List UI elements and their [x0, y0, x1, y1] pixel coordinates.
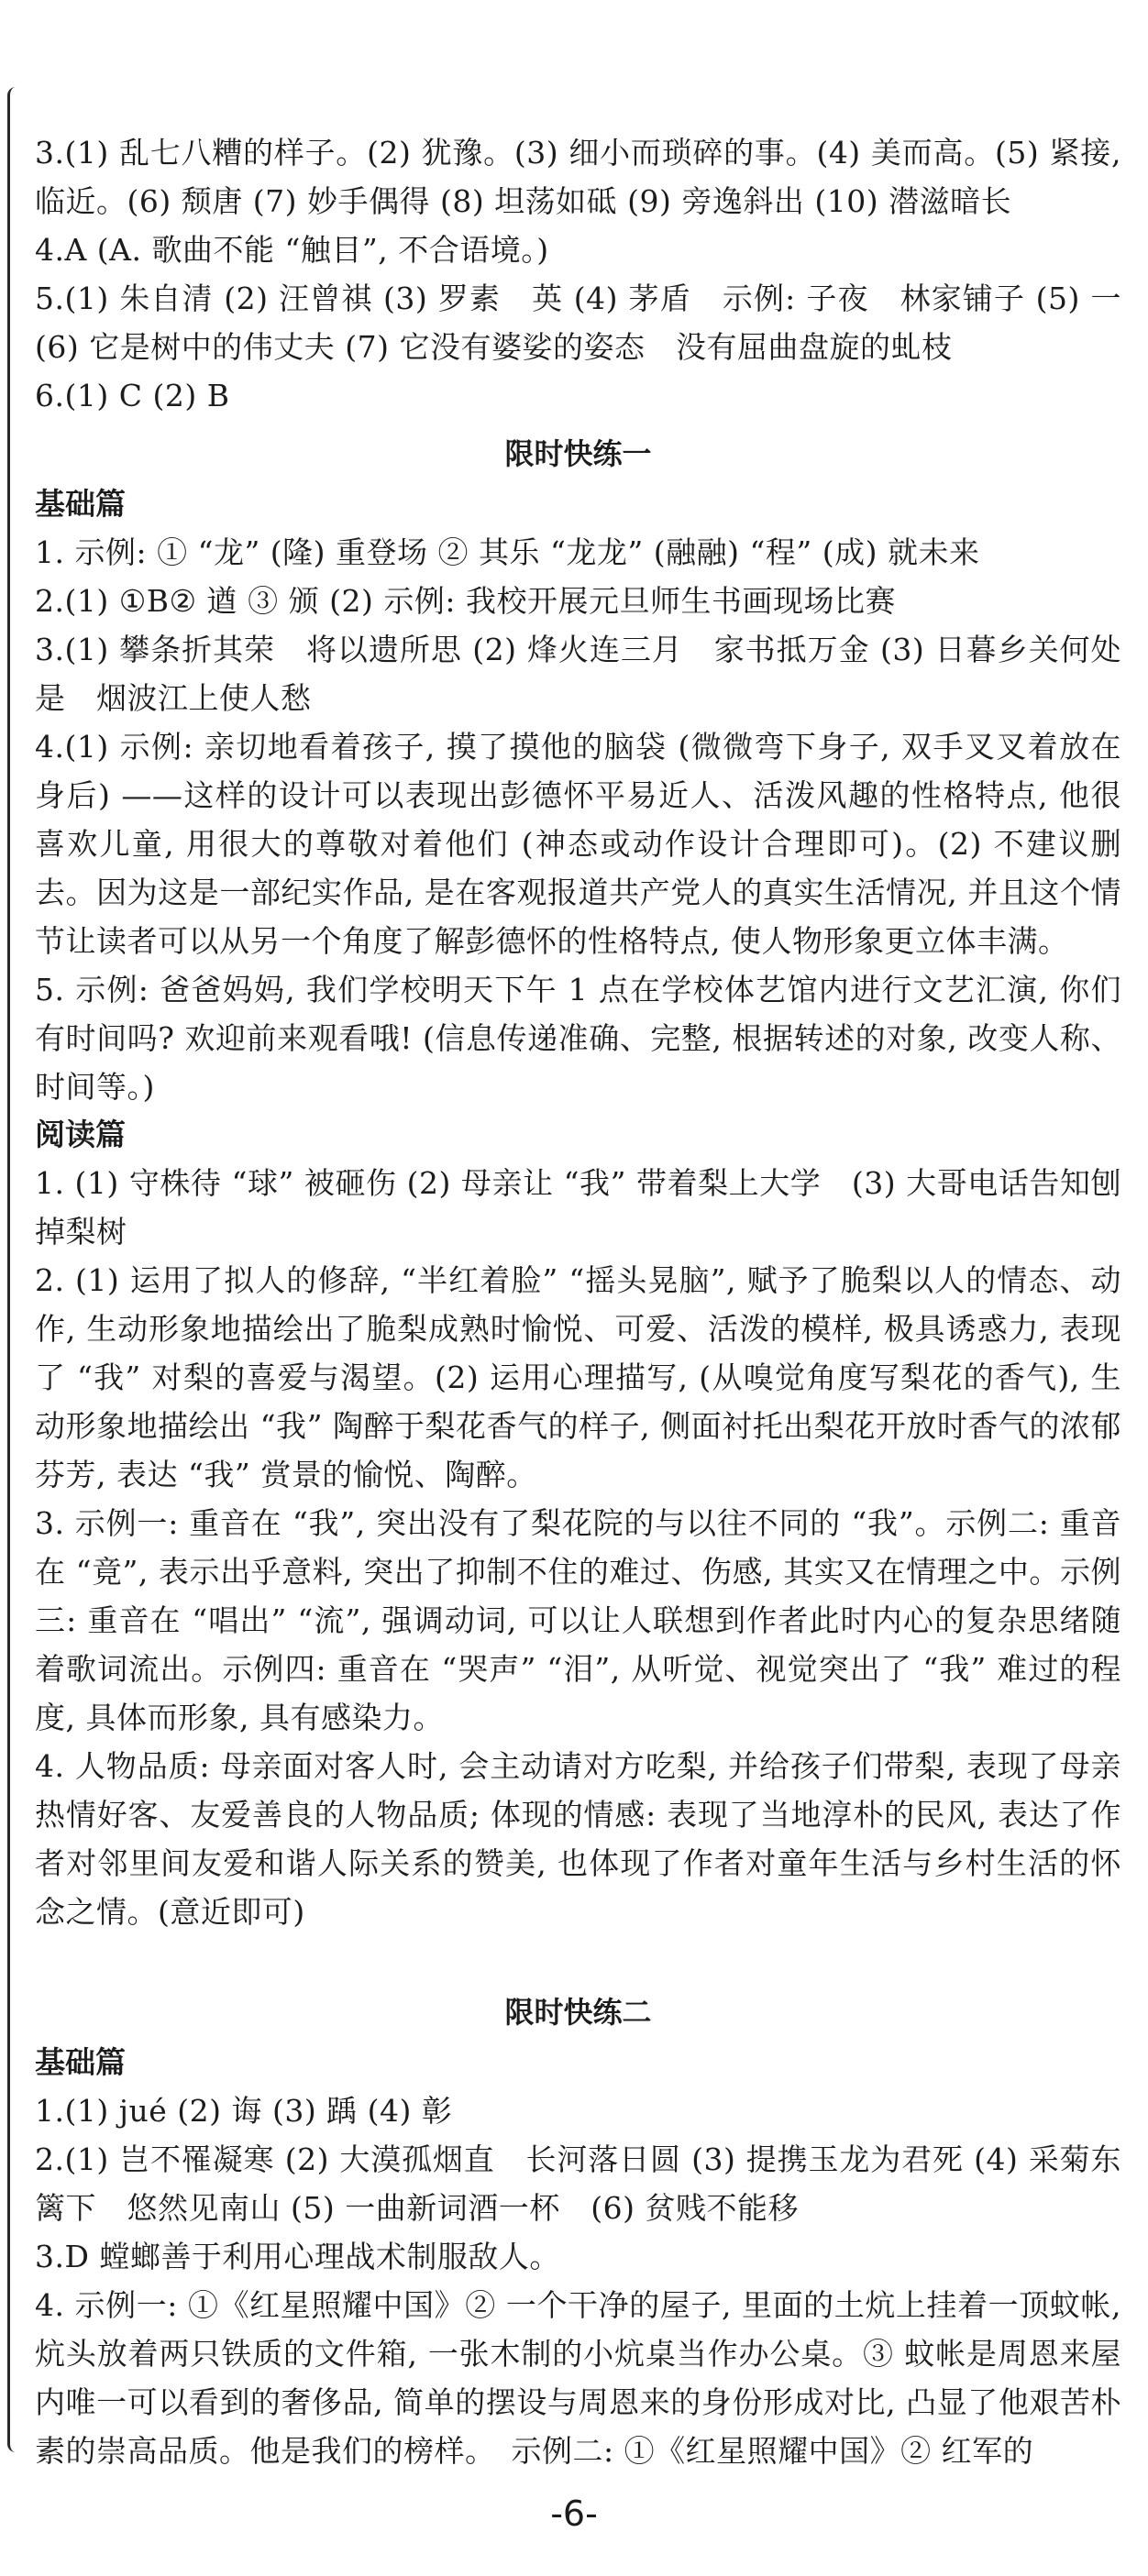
answer-item: 2.(1) ①B② 遒 ③ 颁 (2) 示例: 我校开展元旦师生书画现场比赛 [35, 583, 896, 619]
left-margin-rule [7, 87, 16, 2452]
subsection-title: 基础篇 [35, 486, 126, 522]
section-spacer [35, 1936, 1121, 1978]
answer-item: 3. 示例一: 重音在 “我”, 突出没有了梨花院的与以往不同的 “我”。示例二: 重音在 “竟”, 表示出乎意料, 突出了抑制不住的难过、伤感, 其实又在情理之中。示例三: 重音在 “唱出” “流”, 强调动词, 可以让人联想到作者此时内心的复杂思绪随着歌词流出。示例四: 重音在 “哭声” “泪”, 从听觉、视觉突出了 “我” 难过的程度, 具体而形象, 具有感染力。 [35, 1505, 1121, 1735]
section-title: 限时快练一 [504, 436, 652, 471]
answer-item: 2.(1) 岂不罹凝寒 (2) 大漠孤烟直 长河落日圆 (3) 提携玉龙为君死 (4) 采菊东篱下 悠然见南山 (5) 一曲新词酒一杯 (6) 贫贱不能移 [35, 2141, 1121, 2226]
answer-item: 5. 示例: 爸爸妈妈, 我们学校明天下午 1 点在学校体艺馆内进行文艺汇演, 你们有时间吗? 欢迎前来观看哦! (信息传递准确、完整, 根据转述的对象, 改变人称、时间等。) [35, 972, 1121, 1105]
page-number: -6- [550, 2493, 598, 2534]
intro-item: 5.(1) 朱自清 (2) 汪曾祺 (3) 罗素 英 (4) 茅盾 示例: 子夜 林家铺子 (5) 一 (6) 它是树中的伟丈夫 (7) 它没有婆娑的姿态 没有屈曲盘旋的虬枝 [35, 281, 1121, 365]
answer-item: 4. 示例一: ①《红星照耀中国》② 一个干净的屋子, 里面的土炕上挂着一顶蚊帐, 炕头放着两只铁质的文件箱, 一张木制的小炕桌当作办公桌。③ 蚊帐是周恩来屋内唯一可以看到的奢侈品, 简单的摆设与周恩来的身份形成对比, 凸显了他艰苦朴素的崇高品质。他是我们的榜样。 示例二: ①《红星照耀中国》② 红军的 [35, 2287, 1121, 2469]
answer-item: 2. (1) 运用了拟人的修辞, “半红着脸” “摇头晃脑”, 赋予了脆梨以人的情态、动作, 生动形象地描绘出了脆梨成熟时愉悦、可爱、活泼的模样, 极具诱惑力, 表现了 “我” 对梨的喜爱与渴望。(2) 运用心理描写, (从嗅觉角度写梨花的香气), 生动形象地描绘出 “我” 陶醉于梨花香气的样子, 侧面衬托出梨花开放时香气的浓郁芬芳, 表达 “我” 赏景的愉悦、陶醉。 [35, 1262, 1121, 1492]
intro-item: 3.(1) 乱七八糟的样子。(2) 犹豫。(3) 细小而琐碎的事。(4) 美而高。(5) 紧接,临近。(6) 颓唐 (7) 妙手偶得 (8) 坦荡如砥 (9) 旁逸斜出 (10) 潜滋暗长 [35, 135, 1121, 219]
answer-item: 1. (1) 守株待 “球” 被砸伤 (2) 母亲让 “我” 带着梨上大学 (3) 大哥电话告知刨掉梨树 [35, 1165, 1121, 1249]
answer-content [35, 128, 1121, 2475]
answer-item: 3.(1) 攀条折其荣 将以遗所思 (2) 烽火连三月 家书抵万金 (3) 日暮乡关何处是 烟波江上使人愁 [35, 632, 1121, 716]
answer-item: 4. 人物品质: 母亲面对客人时, 会主动请对方吃梨, 并给孩子们带梨, 表现了母亲热情好客、友爱善良的人物品质; 体现的情感: 表现了当地淳朴的民风, 表达了作者对邻里间友爱和谐人际关系的赞美, 也体现了作者对童年生活与乡村生活的怀念之情。(意近即可) [35, 1748, 1121, 1930]
subsection-title: 阅读篇 [35, 1117, 126, 1152]
answer-item: 1. 示例: ① “龙” (隆) 重登场 ② 其乐 “龙龙” (融融) “程” (成) 就未来 [35, 534, 980, 570]
intro-item: 4.A (A. 歌曲不能 “触目”, 不合语境。) [35, 232, 549, 268]
answer-item: 1.(1) jué (2) 诲 (3) 踽 (4) 彰 [35, 2093, 453, 2129]
answer-item: 3.D 螳螂善于利用心理战术制服敌人。 [35, 2239, 560, 2274]
section-title: 限时快练二 [504, 1995, 652, 2030]
answer-item: 4.(1) 示例: 亲切地看着孩子, 摸了摸他的脑袋 (微微弯下身子, 双手叉叉着放在身后) ——这样的设计可以表现出彭德怀平易近人、活泼风趣的性格特点, 他很喜欢儿童, 用很大的尊敬对着他们 (神态或动作设计合理即可)。(2) 不建议删去。因为这是一部纪实作品, 是在客观报道共产党人的真实生活情况, 并且这个情节让读者可以从另一个角度了解彭德怀的性格特点, 使人物形象更立体丰满。 [35, 729, 1121, 959]
subsection-title: 基础篇 [35, 2044, 126, 2080]
intro-item: 6.(1) C (2) B [35, 378, 230, 413]
